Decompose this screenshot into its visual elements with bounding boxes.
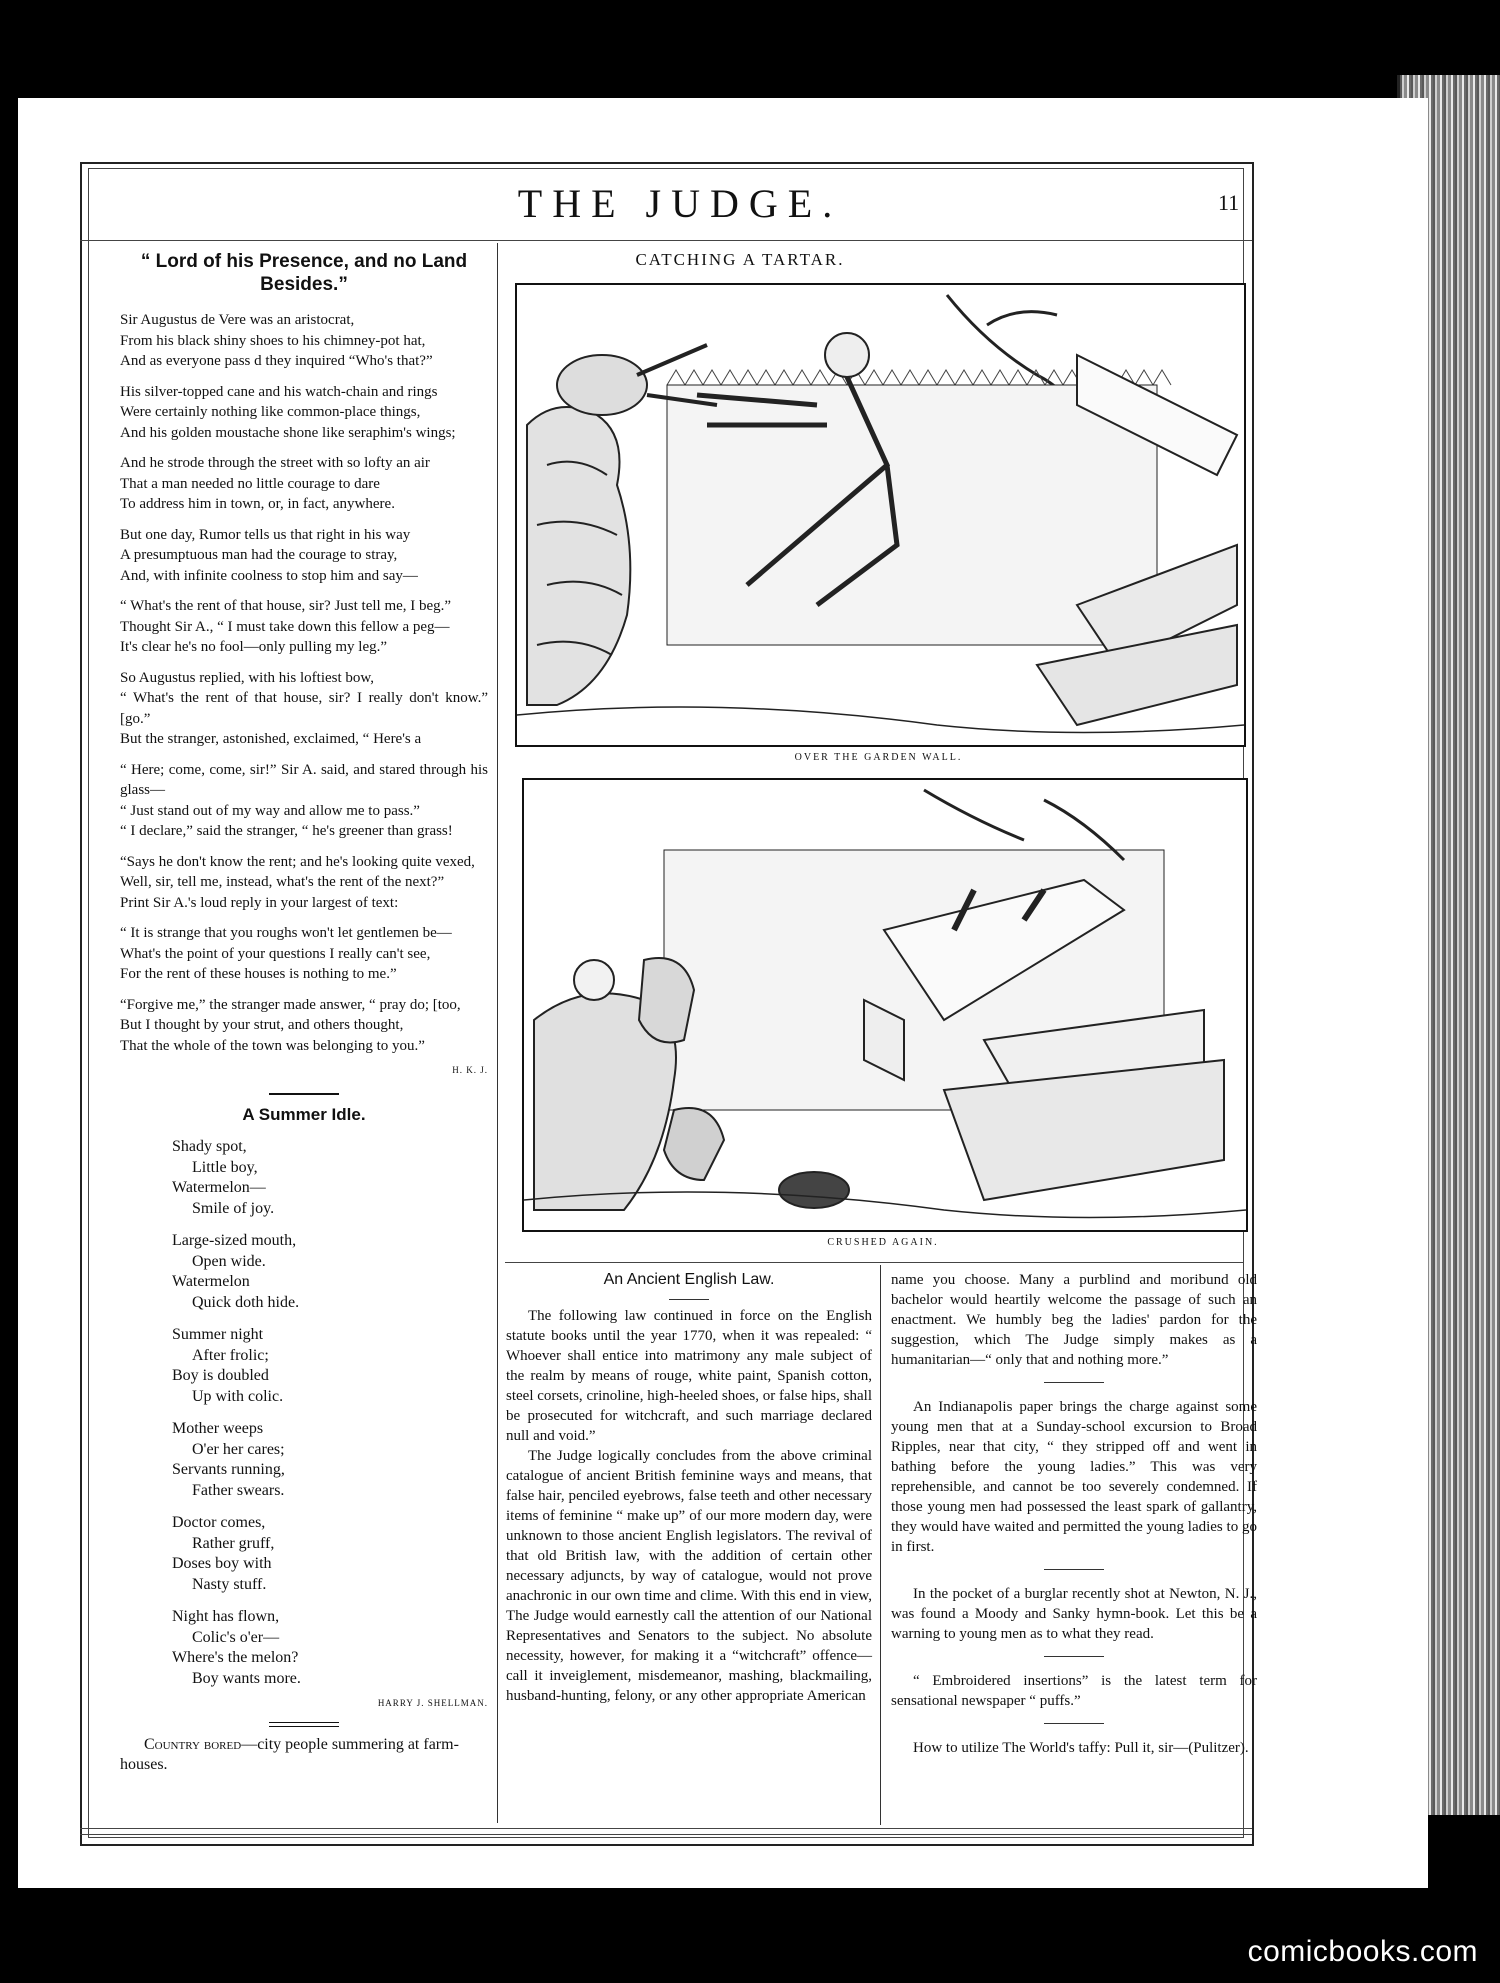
- stanza: [172, 1419, 488, 1501]
- poem-line: “ It is strange that you roughs won't let gentlemen be—: [120, 925, 452, 941]
- poem-line: “ I declare,” said the stranger, “ he's greener than grass!: [120, 823, 453, 839]
- poem-line: So Augustus replied, with his loftiest bow,: [120, 669, 375, 686]
- country-bored-lead: Country bored: [144, 1735, 242, 1753]
- poem-line: Mother weeps: [172, 1420, 264, 1437]
- poem-line: Servants running,: [172, 1461, 285, 1478]
- poem-line: Nasty stuff.: [192, 1575, 267, 1593]
- page-bottom-rule-2: [80, 1834, 1252, 1835]
- poem-line: Were certainly nothing like common-place things,: [120, 404, 421, 420]
- stanza: [120, 995, 488, 1057]
- panel-2-caption: CRUSHED AGAIN.: [827, 1237, 939, 1248]
- poem-line: Watermelon: [172, 1273, 250, 1290]
- item-separator: [1044, 1723, 1104, 1724]
- poem-line: But one day, Rumor tells us that right in his way: [120, 526, 411, 543]
- poem-line: Up with colic.: [192, 1387, 284, 1405]
- poem-line: “ What's the rent of that house, sir? Just tell me, I beg.”: [120, 598, 452, 614]
- stanza: [172, 1231, 488, 1313]
- article-title: An Ancient English Law.: [603, 1271, 775, 1288]
- poem-line: Doses boy with: [172, 1555, 272, 1572]
- poem-line: And he strode through the street with so lofty an air: [120, 455, 430, 471]
- watermark-credit: comicbooks.com: [1247, 1935, 1478, 1968]
- poem-line: Boy wants more.: [192, 1669, 301, 1687]
- poem-line: Well, sir, tell me, instead, what's the rent of the next?”: [120, 874, 445, 890]
- poem-line: Large-sized mouth,: [172, 1232, 297, 1249]
- cartoon-title: CATCHING A TARTAR.: [635, 250, 845, 269]
- poem-line: Rather gruff,: [192, 1534, 275, 1552]
- poem-line: Where's the melon?: [172, 1649, 299, 1666]
- poem2-title: A Summer Idle.: [242, 1104, 366, 1124]
- poem-line: “ Just stand out of my way and allow me to pass.”: [120, 802, 420, 819]
- poem-line: Summer night: [172, 1326, 264, 1343]
- poem-line: His silver-topped cane and his watch-chain and rings: [120, 383, 438, 400]
- masthead-rule: [80, 240, 1252, 241]
- section-rule-double: [269, 1722, 339, 1727]
- poem-line: What's the point of your questions I really can't see,: [120, 945, 431, 962]
- poem-line: Open wide.: [192, 1252, 266, 1270]
- poem-line: Sir Augustus de Vere was an aristocrat,: [120, 312, 355, 328]
- stanza: [120, 382, 488, 444]
- masthead-title: THE JUDGE.: [517, 181, 843, 226]
- page-number: 11: [1218, 190, 1240, 215]
- poem-line: Print Sir A.'s loud reply in your largest of text:: [120, 894, 399, 911]
- paragraph-burglar: In the pocket of a burglar recently shot at Newton, N. J., was found a Moody and Sanky hymn-book. Let this be a warning to young men as to what they read.: [891, 1586, 1257, 1642]
- poem-line: But I thought by your strut, and others thought,: [120, 1017, 404, 1033]
- section-rule: [269, 1093, 339, 1095]
- poem-line: And, with infinite coolness to stop him and say—: [120, 567, 418, 584]
- cartoon-panel-2: [522, 778, 1248, 1232]
- stanza: [120, 668, 488, 750]
- poem-line: Little boy,: [192, 1158, 258, 1176]
- item-separator: [1044, 1382, 1104, 1383]
- poem-signature: H. K. J.: [452, 1065, 488, 1075]
- stanza: [120, 852, 488, 914]
- poem-line: “Forgive me,” the stranger made answer, “ pray do; [too,: [120, 996, 461, 1013]
- poem-body: [120, 310, 488, 1056]
- poem-line: It's clear he's no fool—only pulling my leg.”: [120, 639, 388, 655]
- panel-1-caption: OVER THE GARDEN WALL.: [794, 752, 963, 763]
- stanza: [120, 923, 488, 985]
- poem-line: That the whole of the town was belonging to you.”: [120, 1037, 425, 1054]
- page-bottom-rule: [80, 1828, 1252, 1829]
- stanza: [120, 596, 488, 658]
- poem-line: From his black shiny shoes to his chimney-pot hat,: [120, 332, 426, 349]
- stanza: [172, 1137, 488, 1219]
- stanza: [172, 1607, 488, 1689]
- poem-line: But the stranger, astonished, exclaimed, “ Here's a: [120, 731, 422, 747]
- poem-line: Father swears.: [192, 1481, 285, 1499]
- poem-line: Watermelon—: [172, 1179, 266, 1196]
- paragraph-pulitzer: How to utilize The World's taffy: Pull it, sir—(Pulitzer).: [913, 1740, 1249, 1756]
- poem-line: To address him in town, or, in fact, anywhere.: [120, 496, 395, 512]
- poem-line: For the rent of these houses is nothing to me.”: [120, 966, 397, 982]
- poem-line: Doctor comes,: [172, 1514, 266, 1531]
- poem-line: Night has flown,: [172, 1608, 280, 1625]
- column-divider-right: [880, 1265, 881, 1825]
- garden-wall-illustration: [517, 285, 1244, 745]
- article-column-1: [506, 1270, 872, 1706]
- poem-line: Boy is doubled: [172, 1367, 269, 1384]
- poem-line: Shady spot,: [172, 1138, 247, 1155]
- poem-line: That a man needed no little courage to dare: [120, 475, 380, 492]
- stanza: [120, 453, 488, 515]
- crushed-again-illustration: [524, 780, 1246, 1230]
- poem-line: After frolic;: [192, 1346, 269, 1364]
- poem-line: Colic's o'er—: [192, 1628, 280, 1646]
- column-divider-left: [497, 243, 498, 1823]
- country-bored-paragraph: [120, 1735, 488, 1775]
- article-paragraph: name you choose. Many a purblind and moribund old bachelor would heartily welcome the passage of such an enactment. We humbly beg the ladies' pardon for the suggestion, which The Judge simply makes as a humanitarian—“ only that and nothing more.”: [891, 1272, 1257, 1368]
- poem-line: Quick doth hide.: [192, 1293, 300, 1311]
- article-paragraph: The following law continued in force on the English statute books until the year 1770, when it was repealed: “ Whoever shall entice into matrimony any male subject of the realm by means of rouge, white paint, Spanish cotton, steel corsets, crinoline, high-heeled shoes, or false hips, shall be prosecuted for witchcraft, and such marriage declared null and void.”: [506, 1307, 872, 1444]
- poem-line: Smile of joy.: [192, 1199, 275, 1217]
- poem2-signature: HARRY J. SHELLMAN.: [377, 1698, 488, 1708]
- poem-line: O'er her cares;: [192, 1440, 285, 1458]
- stanza: [120, 760, 488, 842]
- article-paragraph: The Judge logically concludes from the above criminal catalogue of ancient British feminine ways and means, that false hair, penciled eyebrows, false teeth and other necessary items of feminine “ make up” of our more modern day, were unknown to those ancient English legislators. The revival of that old British law, with the addition of certain other necessary adjuncts, by way of catalogue, would not prove anachronic in our own time and clime. With this end in view, The Judge would earnestly call the attention of our National Representatives and Senators to the subject. No absolute necessity, however, for making it a “witchcraft” offence—call it inveiglement, misdemeanor, mashing, blackmailing, husband-hunting, felony, or any other appropriate American: [506, 1447, 872, 1704]
- article-top-rule: [505, 1262, 1243, 1263]
- poem2-body: [120, 1137, 488, 1689]
- poem-line: Thought Sir A., “ I must take down this fellow a peg—: [120, 618, 450, 635]
- poem-line: “Says he don't know the rent; and he's looking quite vexed,: [120, 853, 475, 870]
- item-separator: [1044, 1569, 1104, 1570]
- poem-line: A presumptuous man had the courage to stray,: [120, 547, 398, 563]
- poem-title: “ Lord of his Presence, and no Land Besides.”: [140, 251, 468, 295]
- poem-line: “ Here; come, come, sir!” Sir A. said, and stared through his glass—: [120, 761, 488, 798]
- cartoon-panel-1: [515, 283, 1246, 747]
- stanza: [120, 525, 488, 587]
- item-separator: [1044, 1656, 1104, 1657]
- poem-line: And as everyone pass d they inquired “Who's that?”: [120, 353, 433, 369]
- stanza: [172, 1325, 488, 1407]
- title-rule: [669, 1299, 709, 1300]
- stanza: [172, 1513, 488, 1595]
- article-column-2: [891, 1270, 1257, 1758]
- poem-line: “ What's the rent of that house, sir? I really don't know.” [go.”: [120, 690, 488, 727]
- left-column: [120, 250, 488, 1775]
- paragraph-indianapolis: An Indianapolis paper brings the charge against some young men that at a Sunday-school excursion to Broad Ripples, near that city, “ they stripped off and went in bathing before the young ladies.” This was very reprehensible, and cannot be too severely condemned. If those young men had possessed the least spark of gallantry, they would have waited and permitted the young ladies to go in first.: [891, 1399, 1257, 1555]
- paragraph-embroidered: “ Embroidered insertions” is the latest term for sensational newspaper “ puffs.”: [891, 1673, 1257, 1709]
- stanza: [120, 310, 488, 372]
- poem-line: And his golden moustache shone like seraphim's wings;: [120, 424, 456, 441]
- country-bored-text: —city people summering at farm-houses.: [120, 1735, 459, 1773]
